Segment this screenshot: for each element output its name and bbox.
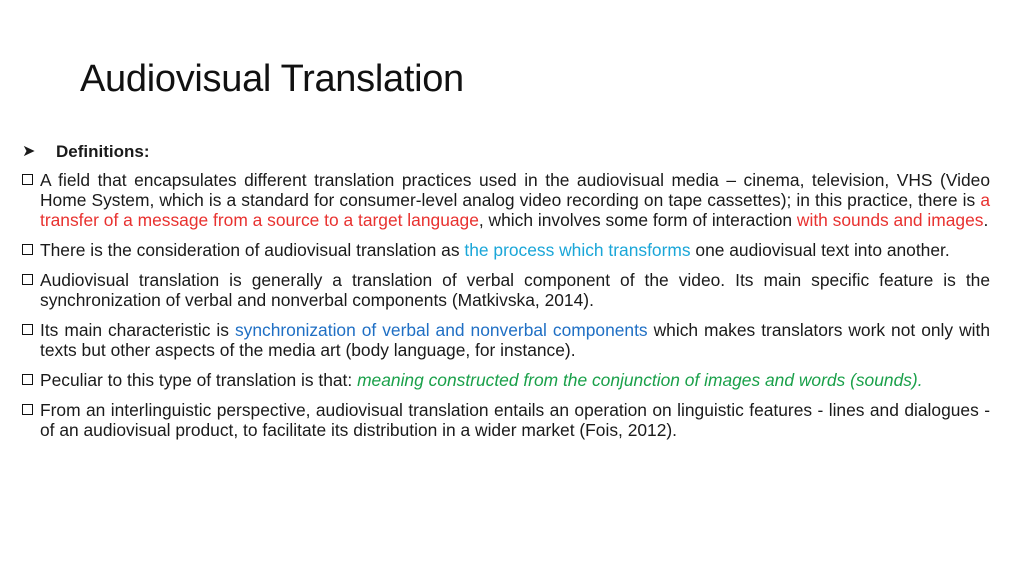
checkbox-bullet-icon <box>22 174 33 185</box>
checkbox-bullet-icon <box>22 374 33 385</box>
highlight-red: a transfer of a message from a source to a target language <box>40 190 990 230</box>
checkbox-bullet-icon <box>22 324 33 335</box>
bullet-text <box>40 400 990 440</box>
arrow-bullet-icon: ➤ <box>22 143 36 160</box>
bullet-item <box>22 270 990 310</box>
slide-content <box>22 142 990 450</box>
text-segment: which makes translators work not only with texts but other aspects of the media art (body language, for instance). <box>40 320 990 360</box>
definitions-label: Definitions: <box>56 142 150 161</box>
text-segment: Audiovisual translation is generally a translation of verbal component of the video. Its main specific feature is the synchronization of verbal and nonverbal components (Matkivska, 2014). <box>40 270 990 310</box>
bullet-item <box>22 170 990 230</box>
checkbox-bullet-icon <box>22 404 33 415</box>
text-segment: Its main characteristic is <box>40 320 235 340</box>
checkbox-bullet-icon <box>22 244 33 255</box>
text-segment: Peculiar to this type of translation is that: <box>40 370 358 390</box>
slide-title: Audiovisual Translation <box>80 58 464 100</box>
text-segment: . <box>983 210 989 230</box>
text-segment: From an interlinguistic perspective, audiovisual translation entails an operation on linguistic features - lines and dialogues - of an audiovisual product, to facilitate its distribution in a wider market (Fois, 2012). <box>40 400 990 440</box>
bullet-text <box>40 270 990 310</box>
checkbox-bullet-icon <box>22 274 33 285</box>
highlight-blue: synchronization of verbal and nonverbal components <box>234 320 648 340</box>
bullet-item <box>22 240 990 260</box>
bullet-item <box>22 370 990 390</box>
text-segment: , which involves some form of interaction <box>478 210 797 230</box>
bullet-text <box>40 240 990 260</box>
bullet-text <box>40 320 990 360</box>
highlight-red: with sounds and images <box>796 210 984 230</box>
text-segment: There is the consideration of audiovisual translation as <box>40 240 465 260</box>
text-segment: A field that encapsulates different translation practices used in the audiovisual media – cinema, television, VHS (Video Home System, which is a standard for consumer-level analog video recording on tape cassettes); in this practice, there is <box>40 170 990 210</box>
highlight-cyan: the process which transforms <box>464 240 691 260</box>
bullet-text <box>40 370 990 390</box>
text-segment: one audiovisual text into another. <box>690 240 950 260</box>
definitions-heading <box>22 142 990 162</box>
bullet-text <box>40 170 990 230</box>
bullet-item <box>22 320 990 360</box>
highlight-green: meaning constructed from the conjunction of images and words (sounds). <box>357 370 923 390</box>
bullet-item <box>22 400 990 440</box>
